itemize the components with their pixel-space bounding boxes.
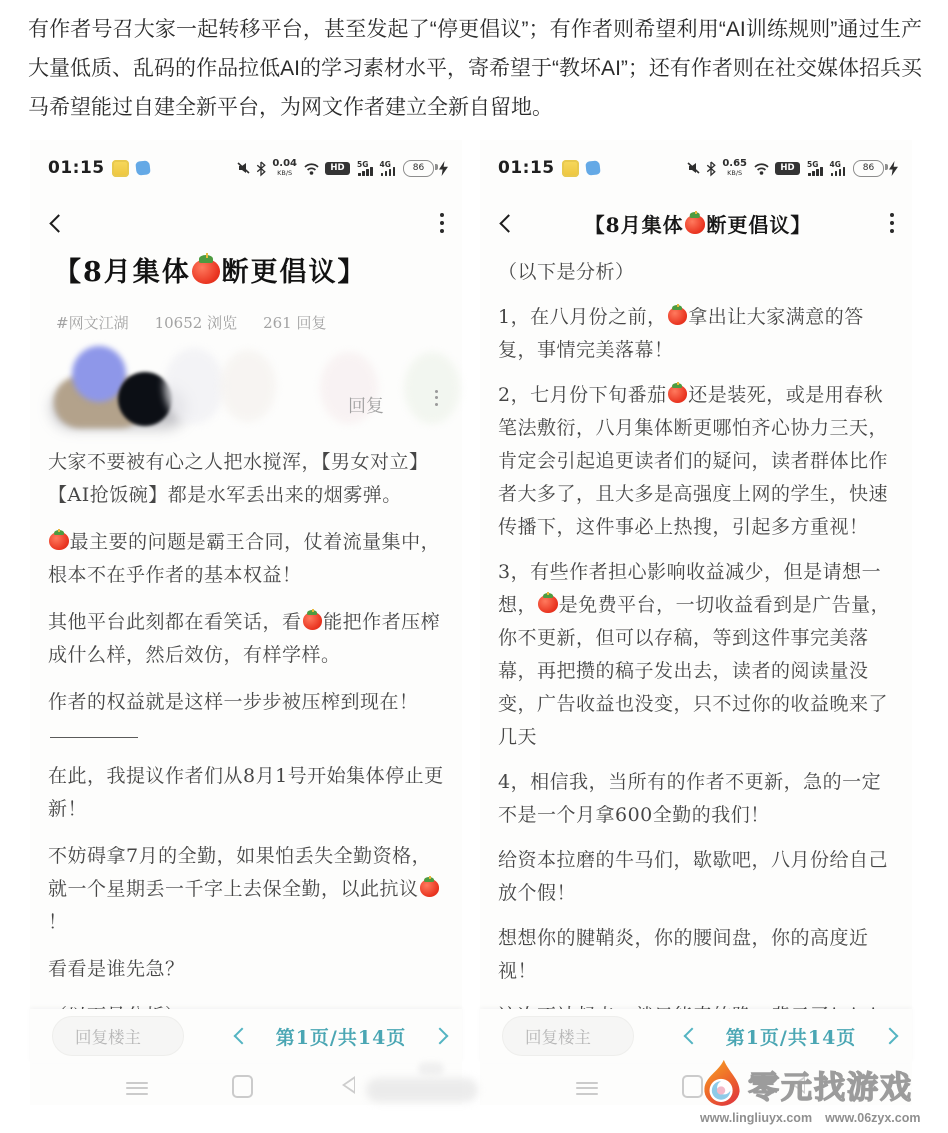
charging-icon [889,161,898,176]
reply-input[interactable]: 回复楼主 [502,1016,634,1056]
reply-button[interactable]: 回复 [348,396,384,417]
right-bottom-bar [480,1009,912,1063]
left-header [52,206,444,240]
app-badge-icon [135,160,150,175]
paragraph: 看看是谁先急？ [48,958,185,980]
more-menu-icon[interactable] [890,210,894,235]
pagination [236,1009,446,1063]
wifi-icon [303,161,320,175]
tomato-emoji-icon [668,307,687,324]
site-watermark [696,1059,942,1129]
tomato-emoji-icon [685,215,705,233]
next-page-icon[interactable] [431,1028,448,1045]
right-header [502,206,894,240]
mute-icon [687,161,701,175]
back-icon[interactable] [499,214,517,232]
paragraph: 不妨碍拿7月的全勤，如果怕丢失全勤资格，就一个星期丢一千字上去保全勤，以此抗议！ [48,840,448,939]
watermark-url: www.lingliuyx.com [700,1111,813,1125]
home-icon[interactable] [232,1075,253,1098]
pagination [686,1009,896,1063]
paragraph: 2，七月份下旬番茄 还是装死，或是用春秋笔法敷衍，八月集体断更哪怕齐心协力三天，肯定会引起追更读者们的疑问，读者群体比作者大多了，且大多是高强度上网的学生，快速传播下，这件事必上热搜，引起多方重视！ [498,384,889,538]
paragraph: 4，相信我，当所有的作者不更新，急的一定不是一个月拿600全勤的我们！ [498,771,882,826]
tomato-emoji-icon [668,385,687,402]
hd-icon: HD [775,162,800,175]
tomato-emoji-icon [420,879,439,896]
header-title: 【8月集体 断更倡议】 [584,212,812,237]
paragraph: 作者的权益就是这样一步步被压榨到现在！ [48,691,419,713]
app-badge-icon [562,160,579,177]
paragraph: （以下是分析） [498,261,635,283]
recents-icon[interactable] [576,1078,598,1098]
left-phone-screenshot [30,140,462,1105]
prev-page-icon[interactable] [684,1028,701,1045]
bluetooth-icon [706,161,716,176]
page-indicator: 第1页/共14页 [275,1026,407,1049]
tomato-emoji-icon [538,595,557,612]
more-menu-icon[interactable] [440,210,444,235]
tomato-emoji-icon [303,612,322,629]
tomato-emoji-icon [192,259,220,284]
post-menu-icon[interactable] [435,388,438,408]
paragraph: 最主要的问题是霸王合同，仗着流量集中，根本不在乎作者的基本权益！ [48,531,441,586]
topic-tag[interactable]: #网文江湖 [56,314,129,332]
right-phone-screenshot [480,140,912,1105]
right-status-bar [498,154,898,182]
left-status-bar [48,154,448,182]
prev-page-icon[interactable] [234,1028,251,1045]
paragraph: 3，有些作者担心影响收益减少，但是请想一想， 是免费平台，一切收益看到是广告量，你不更新，但可以存稿，等到这件事完美落幕，再把攒的稿子发出去，读者的阅读量没变，广告收益也没变，只不过你的收益晚来了几天 [498,561,891,748]
page-indicator: 第1页/共14页 [725,1026,857,1049]
charging-icon [439,161,448,176]
watermark-url: www.06zyx.com [825,1111,921,1125]
watermark-brand: 零元找游戏 [748,1069,913,1106]
avatar [164,348,224,424]
hd-icon: HD [325,162,350,175]
article-intro: 有作者号召大家一起转移平台，甚至发起了“停更倡议”；有作者则希望利用“AI训练规则”通过生产大量低质、乱码的作品拉低AI的学习素材水平，寄希望于“教坏AI”；还有作者则在社交媒体招兵买马希望能过自建全新平台，为网文作者建立全新自留地。 [28,18,922,119]
paragraph: 其他平台此刻都在看笑话，看 能把作者压榨成什么样，然后效仿，有样学样。 [48,611,441,666]
signal-5g-icon: 5G [358,160,373,176]
signal-4g-icon: 4G [831,160,846,176]
paragraph: 想想你的腱鞘炎，你的腰间盘，你的高度近视！ [498,927,869,982]
divider [50,737,138,738]
tomato-emoji-icon [49,532,68,549]
faded-watermark [366,1078,478,1102]
thread-title: 【8月集体 断更倡议】 [54,257,367,288]
mute-icon [237,161,251,175]
app-badge-icon [585,160,600,175]
faded-watermark [418,1062,444,1076]
back-nav-icon[interactable] [342,1076,355,1094]
app-badge-icon [112,160,129,177]
battery-icon: 86 [403,160,434,177]
left-post-body [48,446,448,1009]
bluetooth-icon [256,161,266,176]
avatar [220,350,276,422]
paragraph: 1，在八月份之前， 拿出让大家满意的答复，事情完美落幕！ [498,306,864,361]
back-icon[interactable] [49,214,67,232]
avatar [404,352,460,424]
next-page-icon[interactable] [881,1028,898,1045]
network-speed: 0.04 KB/S [272,158,297,178]
network-speed: 0.65 KB/S [722,158,747,178]
paragraph: 给资本拉磨的牛马们，歇歇吧，八月份给自己放个假！ [498,849,889,904]
battery-icon: 86 [853,160,884,177]
right-post-body [498,256,898,1009]
clock: 01:15 [48,158,105,178]
flame-logo-icon [696,1059,748,1109]
reply-input[interactable]: 回复楼主 [52,1016,184,1056]
left-bottom-bar [30,1009,462,1063]
view-count: 10652 浏览 [154,314,238,332]
reply-count: 261 回复 [263,314,327,332]
paragraph: 在此，我提议作者们从8月1号开始集体停止更新！ [48,765,444,820]
recents-icon[interactable] [126,1078,148,1098]
participant-avatars [52,346,446,432]
wifi-icon [753,161,770,175]
clock: 01:15 [498,158,555,178]
paragraph: 大家不要被有心之人把水搅浑，【男女对立】【AI抢饭碗】都是水军丢出来的烟雾弹。 [48,451,429,506]
thread-meta [56,312,326,333]
signal-5g-icon: 5G [808,160,823,176]
signal-4g-icon: 4G [381,160,396,176]
